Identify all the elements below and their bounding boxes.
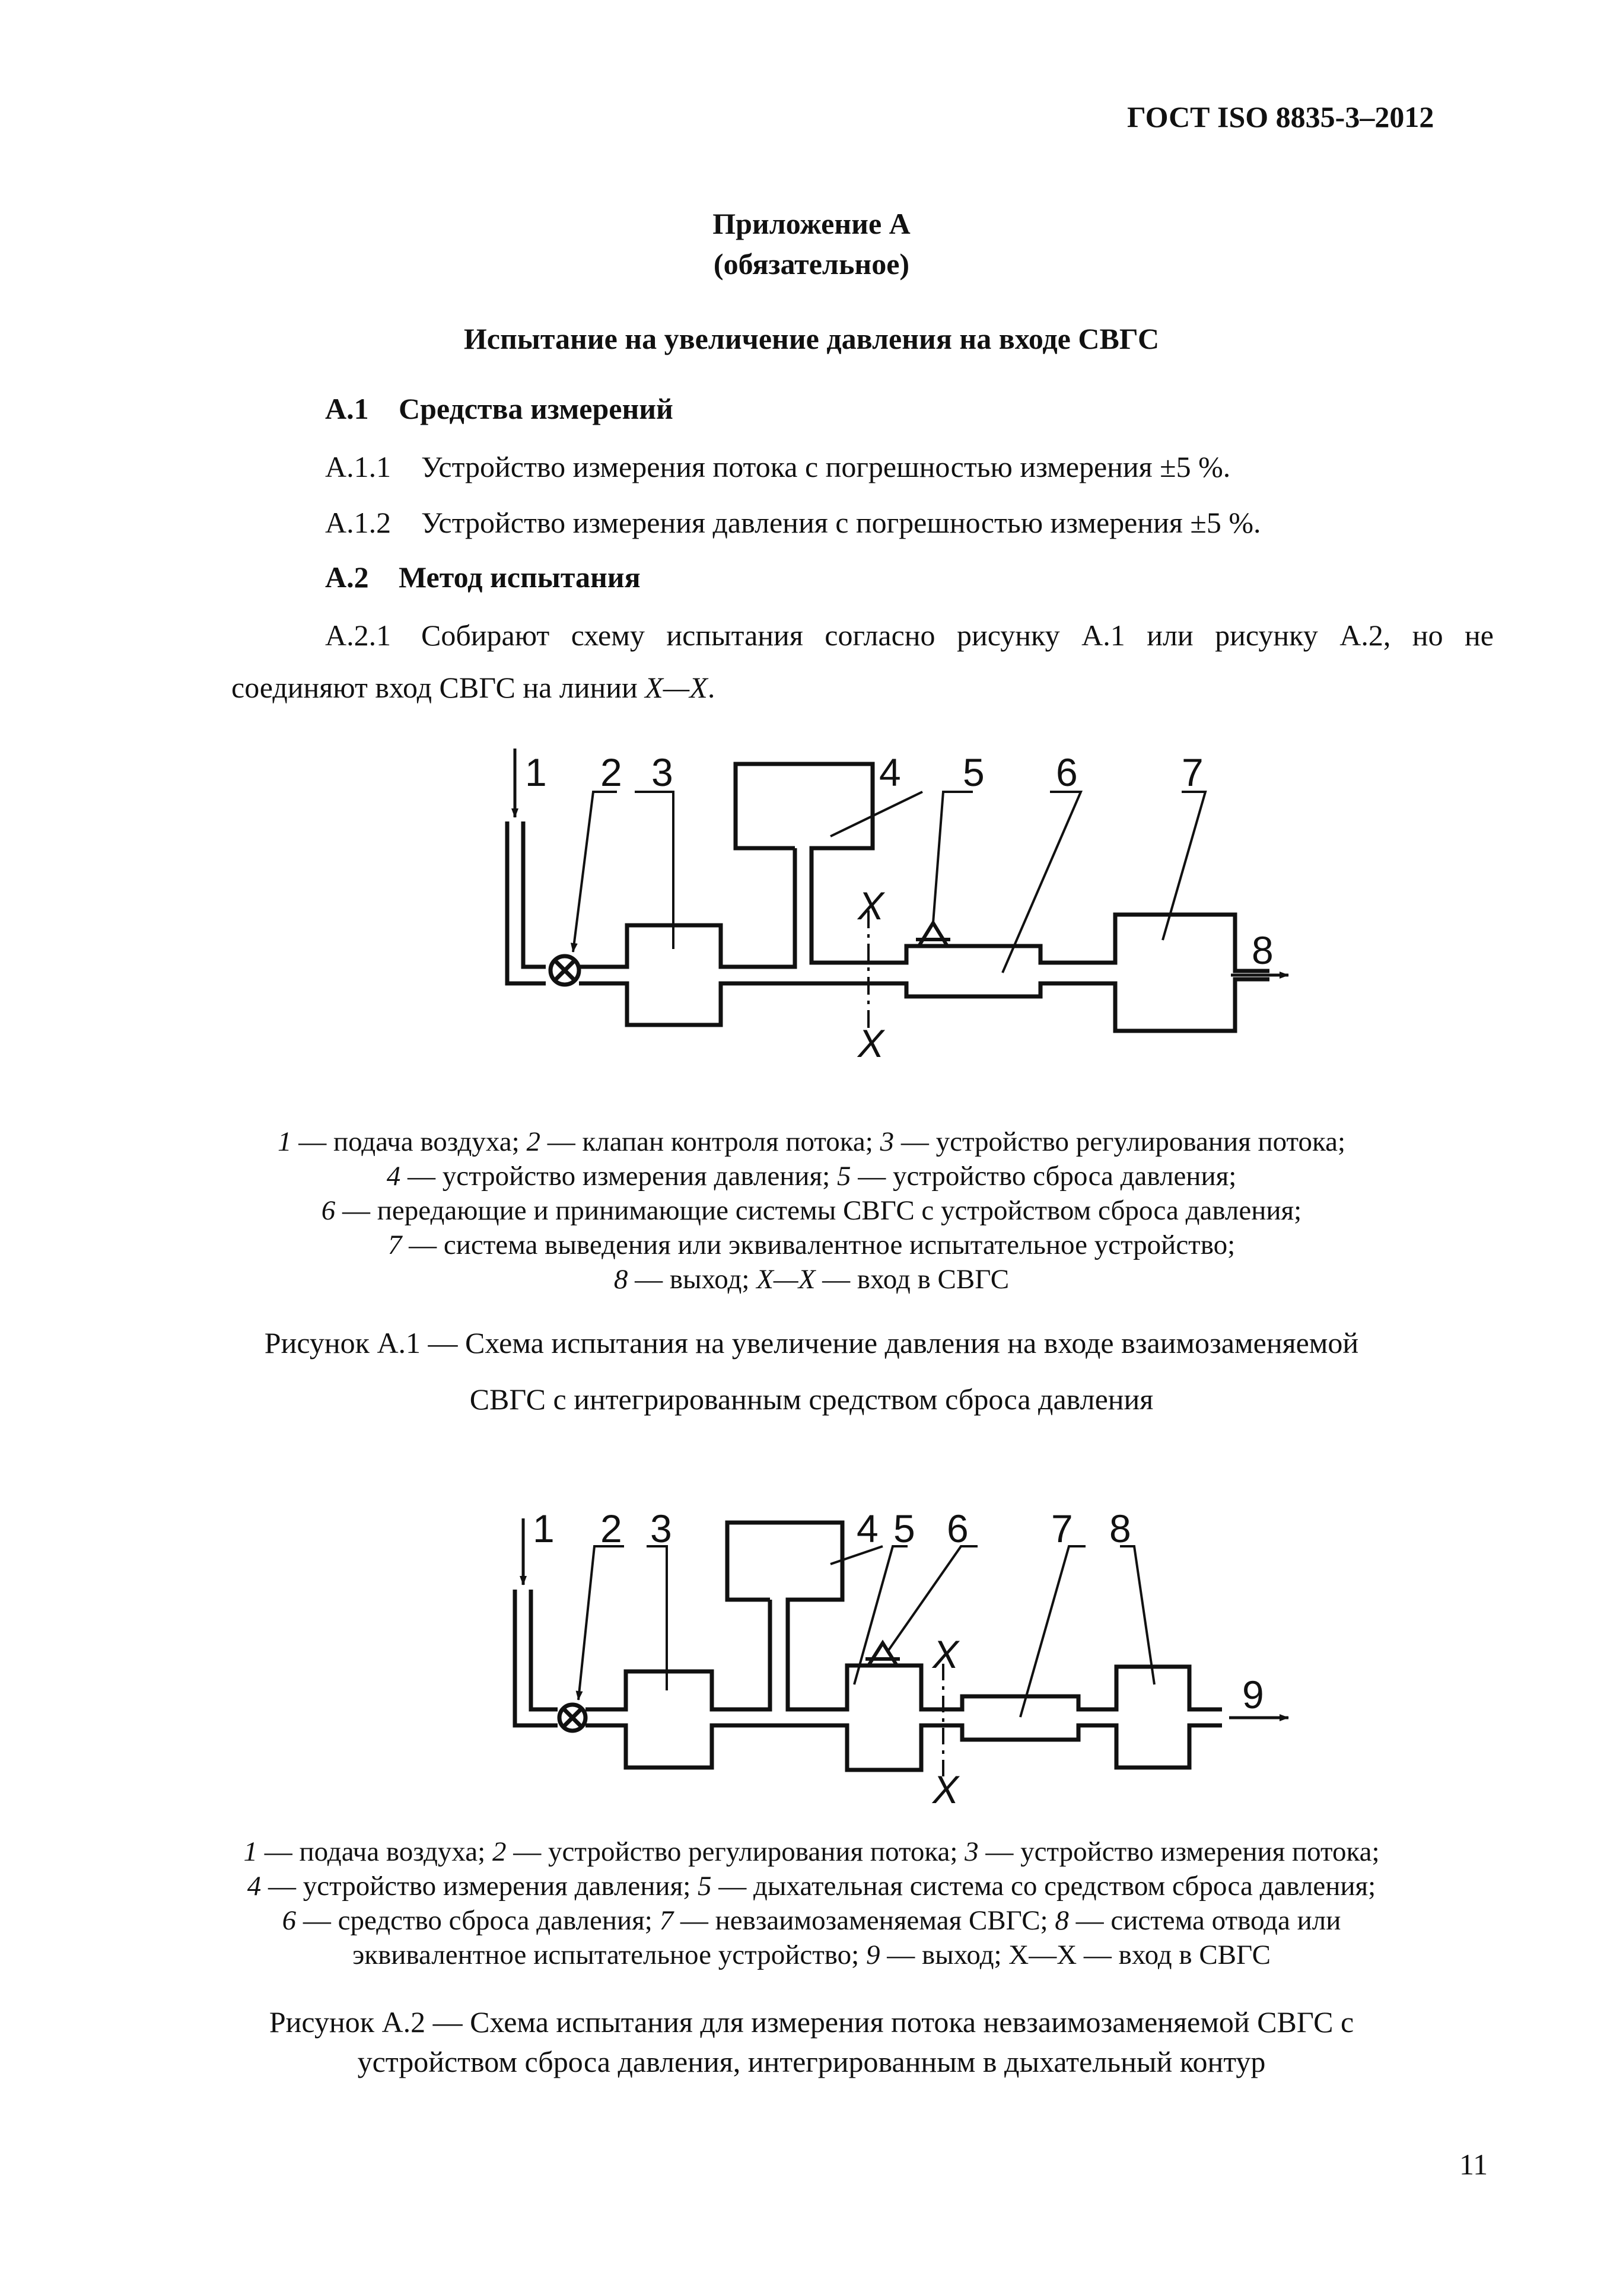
- fig1-label-2: 2: [600, 750, 622, 794]
- fig2-label-1: 1: [533, 1507, 555, 1550]
- fig2-label-7: 7: [1051, 1507, 1073, 1550]
- fig2-label-6: 6: [947, 1507, 969, 1550]
- page-number: 11: [1459, 2148, 1488, 2181]
- fig1-label-3: 3: [651, 750, 673, 794]
- fig2-legend: [0, 1835, 1623, 1972]
- section-a1-title: Средства измерений: [399, 392, 673, 425]
- para-a11-text: Устройство измерения потока с погрешностью измерения ±5 %.: [421, 450, 1231, 483]
- fig2-inlet-pipe-inner: [531, 1590, 558, 1709]
- annex-status: (обязательное): [713, 247, 910, 281]
- fig2-caption-line-1: Рисунок А.2 — Схема испытания для измерения потока невзаимозаменяемой СВГС с: [269, 2005, 1354, 2039]
- fig2-legend-line-2: 4 — устройство измерения давления; 5 — дыхательная система со средством сброса давления;: [247, 1871, 1376, 1902]
- fig1-inlet-pipe-inner: [523, 821, 546, 967]
- fig1-label-1: 1: [525, 750, 547, 794]
- fig1-legend-line-5: 8 — выход; X—X — вход в СВГС: [613, 1264, 1010, 1295]
- fig1-relief-valve: [919, 923, 947, 946]
- annex-title: Приложение А: [712, 207, 911, 240]
- fig1-legend-line-1: 1 — подача воздуха; 2 — клапан контроля потока; 3 — устройство регулирования потока;: [277, 1126, 1346, 1157]
- fig1-cut-label-bottom: X: [858, 1021, 884, 1065]
- fig2-caption-line-2: устройством сброса давления, интегрированным в дыхательный контур: [357, 2045, 1266, 2078]
- para-a12-number: А.1.2: [325, 506, 392, 539]
- fig1-legend-line-2: 4 — устройство измерения давления; 5 — устройство сброса давления;: [386, 1161, 1237, 1192]
- fig1-label-8: 8: [1252, 928, 1274, 972]
- fig2-cut-label-bottom: X: [933, 1768, 959, 1811]
- fig1-label-4: 4: [879, 750, 901, 794]
- figure1-labels: [525, 750, 1274, 1065]
- fig1-pressure-device: [736, 764, 1269, 971]
- fig2-pressure-device: [727, 1523, 1222, 1709]
- fig1-legend-line-4: 7 — система выведения или эквивалентное испытательное устройство;: [387, 1230, 1236, 1260]
- fig2-label-3: 3: [650, 1507, 672, 1550]
- para-a12-text: Устройство измерения давления с погрешностью измерения ±5 %.: [421, 506, 1261, 539]
- standard-number: ГОСТ ISO 8835-3–2012: [1127, 100, 1434, 133]
- fig1-label-6: 6: [1056, 750, 1078, 794]
- figure2-diagram: [515, 1518, 1288, 1776]
- para-a11-number: А.1.1: [325, 450, 392, 483]
- fig2-legend-line-3: 6 — средство сброса давления; 7 — невзаимозаменяемая СВГС; 8 — система отвода или: [282, 1905, 1341, 1936]
- fig2-inlet-pipe: [515, 1590, 558, 1725]
- fig2-cut-label-top: X: [933, 1632, 959, 1676]
- fig2-label-4: 4: [857, 1507, 879, 1550]
- annex-heading: Испытание на увеличение давления на входе СВГС: [463, 322, 1160, 355]
- fig2-label-2: 2: [600, 1507, 622, 1550]
- fig1-label-5: 5: [963, 750, 985, 794]
- fig2-label-9: 9: [1242, 1673, 1264, 1717]
- fig1-caption-line-2: СВГС с интегрированным средством сброса давления: [469, 1383, 1154, 1416]
- fig1-inlet-pipe: [507, 821, 546, 983]
- fig1-legend-line-3: 6 — передающие и принимающие системы СВГС с устройством сброса давления;: [321, 1195, 1302, 1226]
- section-a2-title: Метод испытания: [399, 561, 641, 594]
- fig1-legend: [0, 1125, 1623, 1297]
- para-a21-number: А.2.1: [325, 619, 392, 652]
- para-a21-line1: Собирают схему испытания согласно рисунку А.1 или рисунку А.2, но не: [421, 619, 1494, 652]
- fig1-cut-label-top: X: [858, 884, 884, 928]
- section-a2-number: А.2: [325, 561, 369, 594]
- para-a21-line2: соединяют вход СВГС на линии X—X.: [231, 671, 715, 704]
- fig2-legend-line-1: 1 — подача воздуха; 2 — устройство регулирования потока; 3 — устройство измерения потока;: [243, 1836, 1380, 1867]
- fig1-caption-line-1: Рисунок А.1 — Схема испытания на увеличение давления на входе взаимозаменяемой: [264, 1326, 1359, 1359]
- fig1-label-7: 7: [1182, 750, 1204, 794]
- fig2-label-8: 8: [1109, 1507, 1131, 1550]
- section-a1-number: А.1: [325, 392, 369, 425]
- fig2-label-5: 5: [893, 1507, 915, 1550]
- fig2-legend-line-4: эквивалентное испытательное устройство; 9 — выход; Х—Х — вход в СВГС: [352, 1940, 1271, 1970]
